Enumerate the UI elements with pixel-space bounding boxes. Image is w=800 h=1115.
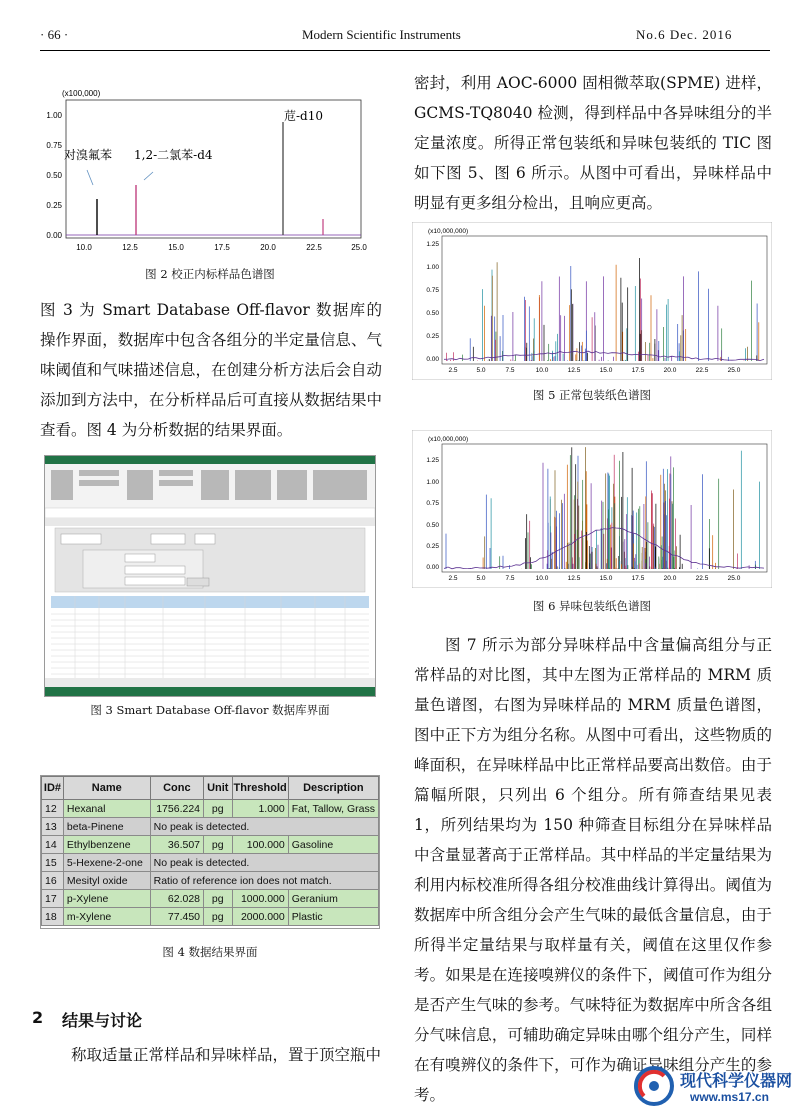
svg-text:17.5: 17.5 xyxy=(631,367,645,374)
table-row: 15 5-Hexene-2-one No peak is detected. xyxy=(42,854,379,872)
table-row: 18 m-Xylene 77.450 pg 2000.000 Plastic xyxy=(42,908,379,926)
table-row: 13 beta-Pinene No peak is detected. xyxy=(42,818,379,836)
excel-window-image xyxy=(45,456,375,696)
svg-text:25.0: 25.0 xyxy=(727,367,741,374)
svg-text:22.5: 22.5 xyxy=(695,575,709,582)
svg-text:10.0: 10.0 xyxy=(535,575,549,582)
table-row: 16 Mesityl oxide Ratio of reference ion does not match. xyxy=(42,872,379,890)
issue-info: No.6 Dec. 2016 xyxy=(636,27,733,42)
fig6-chromatogram xyxy=(412,430,772,588)
peak-label: 苊-d10 xyxy=(284,109,324,123)
svg-text:0.25: 0.25 xyxy=(426,543,439,550)
svg-text:1.25: 1.25 xyxy=(426,457,439,464)
paragraph: 称取适量正常样品和异味样品，置于顶空瓶中 xyxy=(71,1046,382,1064)
svg-text:2.5: 2.5 xyxy=(448,575,458,582)
svg-text:1.00: 1.00 xyxy=(426,264,439,271)
table-row: 12 Hexanal 1756.224 pg 1.000 Fat, Tallow, Grass xyxy=(42,800,379,818)
fig2-xtick: 10.0 xyxy=(76,243,92,252)
paragraph: 图 7 所示为部分异味样品中含量偏高组分与正常样品的对比图，其中左图为正常样品的 MRM 质量色谱图，右图为异味样品的 MRM 质量色谱图，图中正下方为组分名称。从图中可看出，这些物质的峰面积，在异味样品中比正常样品要高出数倍。由于篇幅所限，只列出 6 个组分。所有筛查结果见表 1，所列结果均为 150 种筛查目标组分在异味样品中含量显著高于正常样品。其中样品的半定量结果为利用内标校准所得各组分校准曲线计算得出。阈值为数据库中所含组分会产生气味的最低含量信息，由于所得半定量结果与取样量有关，阈值在这里仅作参考。如果是在连接嗅辨仪的条件下，阈值可作为组分是否产生气味的参考。气味特征为数据库中所含各组分气味信息，可辅助确定异味由哪个组分产生，同样在有嗅辨仪的条件下，可作为确证异味组分产生的参考。 xyxy=(414,636,772,1104)
svg-text:15.0: 15.0 xyxy=(599,367,613,374)
paragraph: 密封，利用 AOC-6000 固相微萃取(SPME) 进样，GCMS-TQ8040 检测，得到样品中各异味组分的半定量浓度。所得正常包装纸和异味包装纸的 TIC 图如下图 5、图 6 所示。从图中可看出，异味样品中明显有更多组分检出，且响应更高。 xyxy=(414,74,772,212)
svg-text:0.50: 0.50 xyxy=(426,522,439,529)
fig2-xtick: 22.5 xyxy=(306,243,322,252)
fig3-caption: 图 3 Smart Database Off-flavor 数据库界面 xyxy=(90,703,330,717)
svg-text:1.00: 1.00 xyxy=(426,479,439,486)
svg-text:0.75: 0.75 xyxy=(426,287,439,294)
fig2-xtick: 25.0 xyxy=(351,243,367,252)
fig5-caption: 图 5 正常包装纸色谱图 xyxy=(532,388,652,402)
table-row: 14 Ethylbenzene 36.507 pg 100.000 Gasoline xyxy=(42,836,379,854)
column-header: Name xyxy=(63,777,150,800)
svg-text:12.5: 12.5 xyxy=(567,367,581,374)
peak-label: 对溴氟苯 xyxy=(64,148,113,162)
table-header-row xyxy=(42,777,379,800)
fig4-results-table xyxy=(40,775,380,929)
fig2-ytick: 0.50 xyxy=(46,171,62,180)
svg-text:22.5: 22.5 xyxy=(695,367,709,374)
svg-text:20.0: 20.0 xyxy=(663,367,677,374)
page-number: · 66 · xyxy=(40,27,69,42)
column-header: ID# xyxy=(42,777,64,800)
fig5-scale-label: (x10,000,000) xyxy=(428,228,469,235)
svg-text:7.5: 7.5 xyxy=(505,367,515,374)
table-row: 17 p-Xylene 62.028 pg 1000.000 Geranium xyxy=(42,890,379,908)
fig2-xtick: 15.0 xyxy=(168,243,184,252)
peak-label: 1,2-二氯苯-d4 xyxy=(134,148,213,162)
svg-text:10.0: 10.0 xyxy=(535,367,549,374)
svg-text:5.0: 5.0 xyxy=(476,367,486,374)
svg-text:0.00: 0.00 xyxy=(426,564,439,571)
fig2-caption: 图 2 校正内标样品色谱图 xyxy=(145,267,275,281)
fig2-ytick: 0.00 xyxy=(46,231,62,240)
svg-text:7.5: 7.5 xyxy=(505,575,515,582)
column-header: Unit xyxy=(204,777,233,800)
svg-text:5.0: 5.0 xyxy=(476,575,486,582)
column-header: Threshold xyxy=(232,777,288,800)
column-header: Conc xyxy=(150,777,203,800)
svg-text:1.25: 1.25 xyxy=(426,241,439,248)
header-rule xyxy=(40,50,770,51)
section-number: 2 xyxy=(32,1008,44,1027)
fig3-database-screenshot xyxy=(44,455,376,697)
paragraph: 图 3 为 Smart Database Off-flavor 数据库的操作界面，数据库中包含各组分的半定量信息、气味阈值和气味描述信息，在创建分析方法后会自动添加到方法中，在分析样品后可直接从数据结果中查看。图 4 为分析数据的结果界面。 xyxy=(40,301,382,439)
watermark-logo-icon xyxy=(632,1064,676,1108)
svg-text:0.25: 0.25 xyxy=(426,333,439,340)
journal-name: Modern Scientific Instruments xyxy=(302,27,461,42)
svg-text:17.5: 17.5 xyxy=(631,575,645,582)
section-title: 结果与讨论 xyxy=(62,1011,143,1030)
fig2-ytick: 1.00 xyxy=(46,111,62,120)
watermark-name: 现代科学仪器网 xyxy=(680,1071,793,1090)
fig2-xtick: 20.0 xyxy=(260,243,276,252)
svg-text:2.5: 2.5 xyxy=(448,367,458,374)
fig5-chromatogram xyxy=(412,222,772,380)
svg-text:0.50: 0.50 xyxy=(426,310,439,317)
fig6-scale-label: (x10,000,000) xyxy=(428,436,469,443)
svg-text:12.5: 12.5 xyxy=(567,575,581,582)
column-header: Description xyxy=(288,777,378,800)
svg-text:25.0: 25.0 xyxy=(727,575,741,582)
svg-text:0.00: 0.00 xyxy=(426,356,439,363)
fig2-xtick: 12.5 xyxy=(122,243,138,252)
svg-text:20.0: 20.0 xyxy=(663,575,677,582)
watermark-url: www.ms17.cn xyxy=(690,1090,769,1104)
fig2-scale-label: (x100,000) xyxy=(62,89,101,98)
fig6-caption: 图 6 异味包装纸色谱图 xyxy=(532,599,652,613)
fig4-caption: 图 4 数据结果界面 xyxy=(162,945,258,959)
svg-text:0.75: 0.75 xyxy=(426,500,439,507)
fig2-ytick: 0.25 xyxy=(46,201,62,210)
svg-text:15.0: 15.0 xyxy=(599,575,613,582)
fig2-xtick: 17.5 xyxy=(214,243,230,252)
fig2-ytick: 0.75 xyxy=(46,141,62,150)
fig2-chromatogram xyxy=(36,86,376,268)
